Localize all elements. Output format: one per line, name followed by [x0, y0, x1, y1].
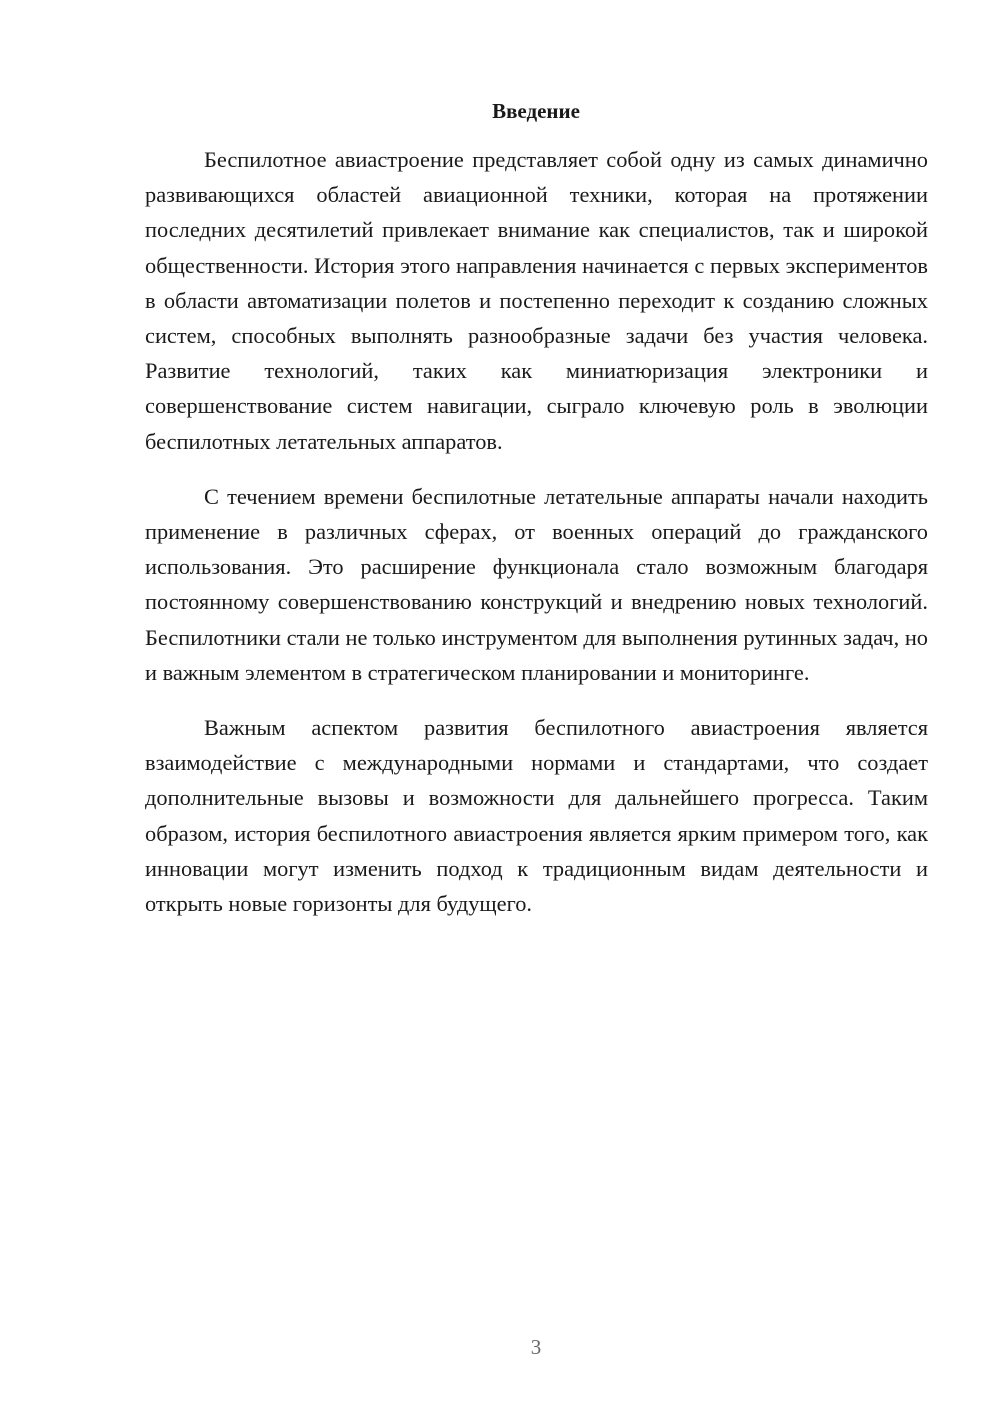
paragraph-3: Важным аспектом развития беспилотного авиастроения является взаимодействие с международными нормами и стандартами, что создает дополнительные вызовы и возможности для дальнейшего прогресса. Таким образом, история беспилотного авиастроения является ярким примером того, как инновации могут изменить подход к традиционным видам деятельности и открыть новые горизонты для будущего. [145, 715, 928, 917]
paragraph-1: Беспилотное авиастроение представляет собой одну из самых динамично развивающихся областей авиационной техники, которая на протяжении последних десятилетий привлекает внимание как специалистов, так и широкой общественности. История этого направления начинается с первых экспериментов в области автоматизации полетов и постепенно переходит к созданию сложных систем, способных выполнять разнообразные задачи без участия человека. Развитие технологий, таких как миниатюризация электроники и совершенствование систем навигации, сыграло ключевую роль в эволюции беспилотных летательных аппаратов. [145, 147, 928, 454]
page-number: 3 [530, 1335, 542, 1359]
paragraph-2: С течением времени беспилотные летательные аппараты начали находить применение в различных сферах, от военных операций до гражданского использования. Это расширение функционала стало возможным благодаря постоянному совершенствованию конструкций и внедрению новых технологий. Беспилотники стали не только инструментом для выполнения рутинных задач, но и важным элементом в стратегическом планировании и мониторинге. [145, 483, 928, 685]
section-title: Введение [492, 99, 580, 123]
body-text [145, 142, 928, 941]
